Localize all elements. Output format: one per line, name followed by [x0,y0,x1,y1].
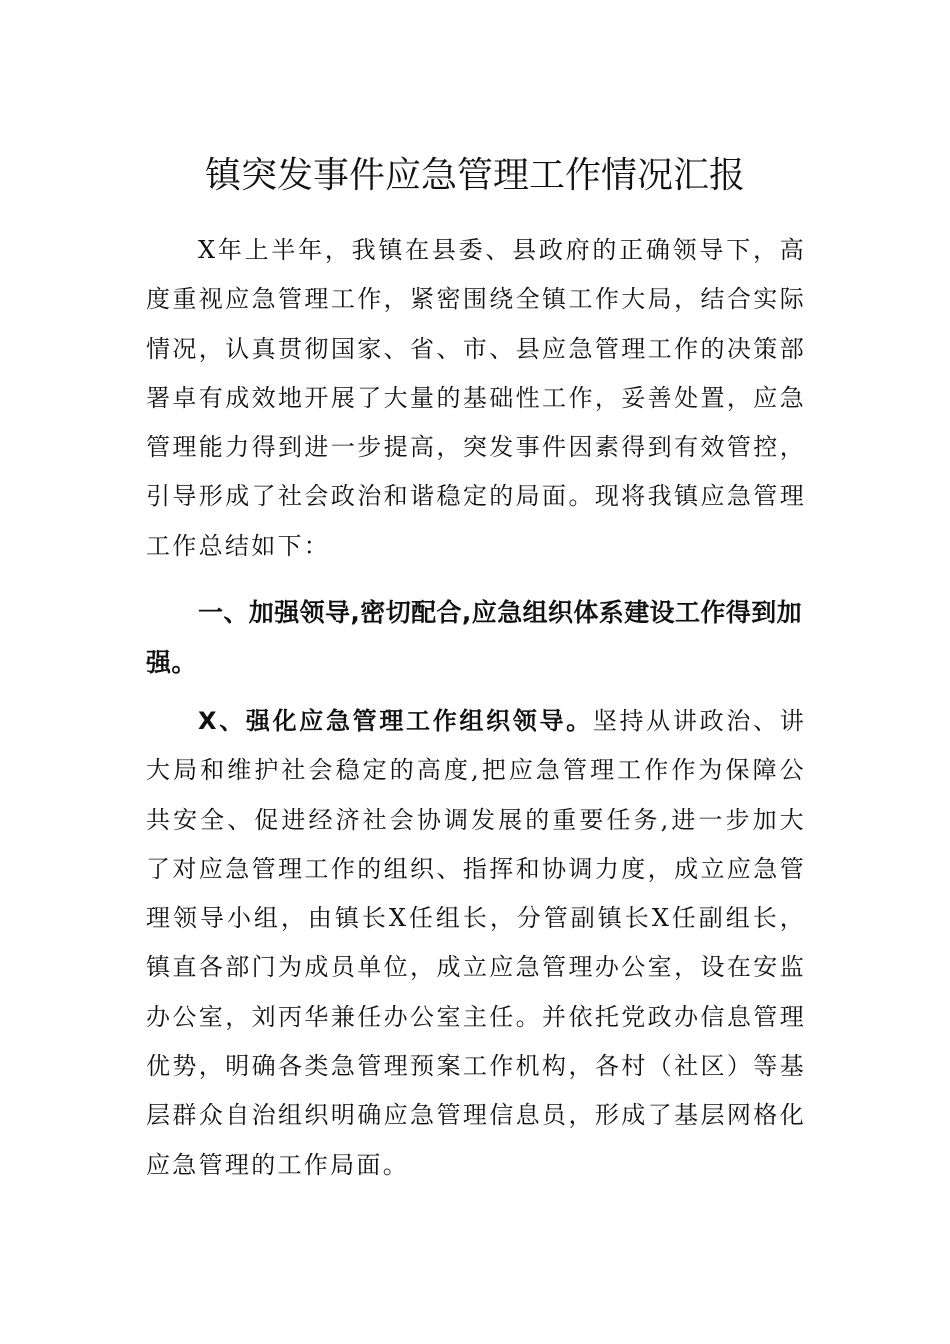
subsection-lead: X、强化应急管理工作组织领导。 [198,707,593,735]
intro-paragraph: X年上半年，我镇在县委、县政府的正确领导下，高度重视应急管理工作，紧密围绕全镇工作大局，结合实际情况，认真贯彻国家、省、市、县应急管理工作的决策部署卓有成效地开展了大量的基础性工作，妥善处置，应急管理能力得到进一步提高，突发事件因素得到有效管控，引导形成了社会政治和谐稳定的局面。现将我镇应急管理工作总结如下： [146,236,806,560]
section-heading: 一、加强领导,密切配合,应急组织体系建设工作得到加强。 [146,598,802,677]
subsection-paragraph [146,697,806,1190]
document-title: 镇突发事件应急管理工作情况汇报 [204,155,745,196]
subsection-body: 坚持从讲政治、讲大局和维护社会稳定的高度,把应急管理工作作为保障公共安全、促进经济社会协调发展的重要任务,进一步加大了对应急管理工作的组织、指挥和协调力度，成立应急管理领导小组，由镇长X任组长，分管副镇长X任副组长，镇直各部门为成员单位，成立应急管理办公室，设在安监办公室，刘丙华兼任办公室主任。并依托党政办信息管理优势，明确各类急管理预案工作机构，各村（社区）等基层群众自治组织明确应急管理信息员，形成了基层网格化应急管理的工作局面。 [146,707,806,1179]
